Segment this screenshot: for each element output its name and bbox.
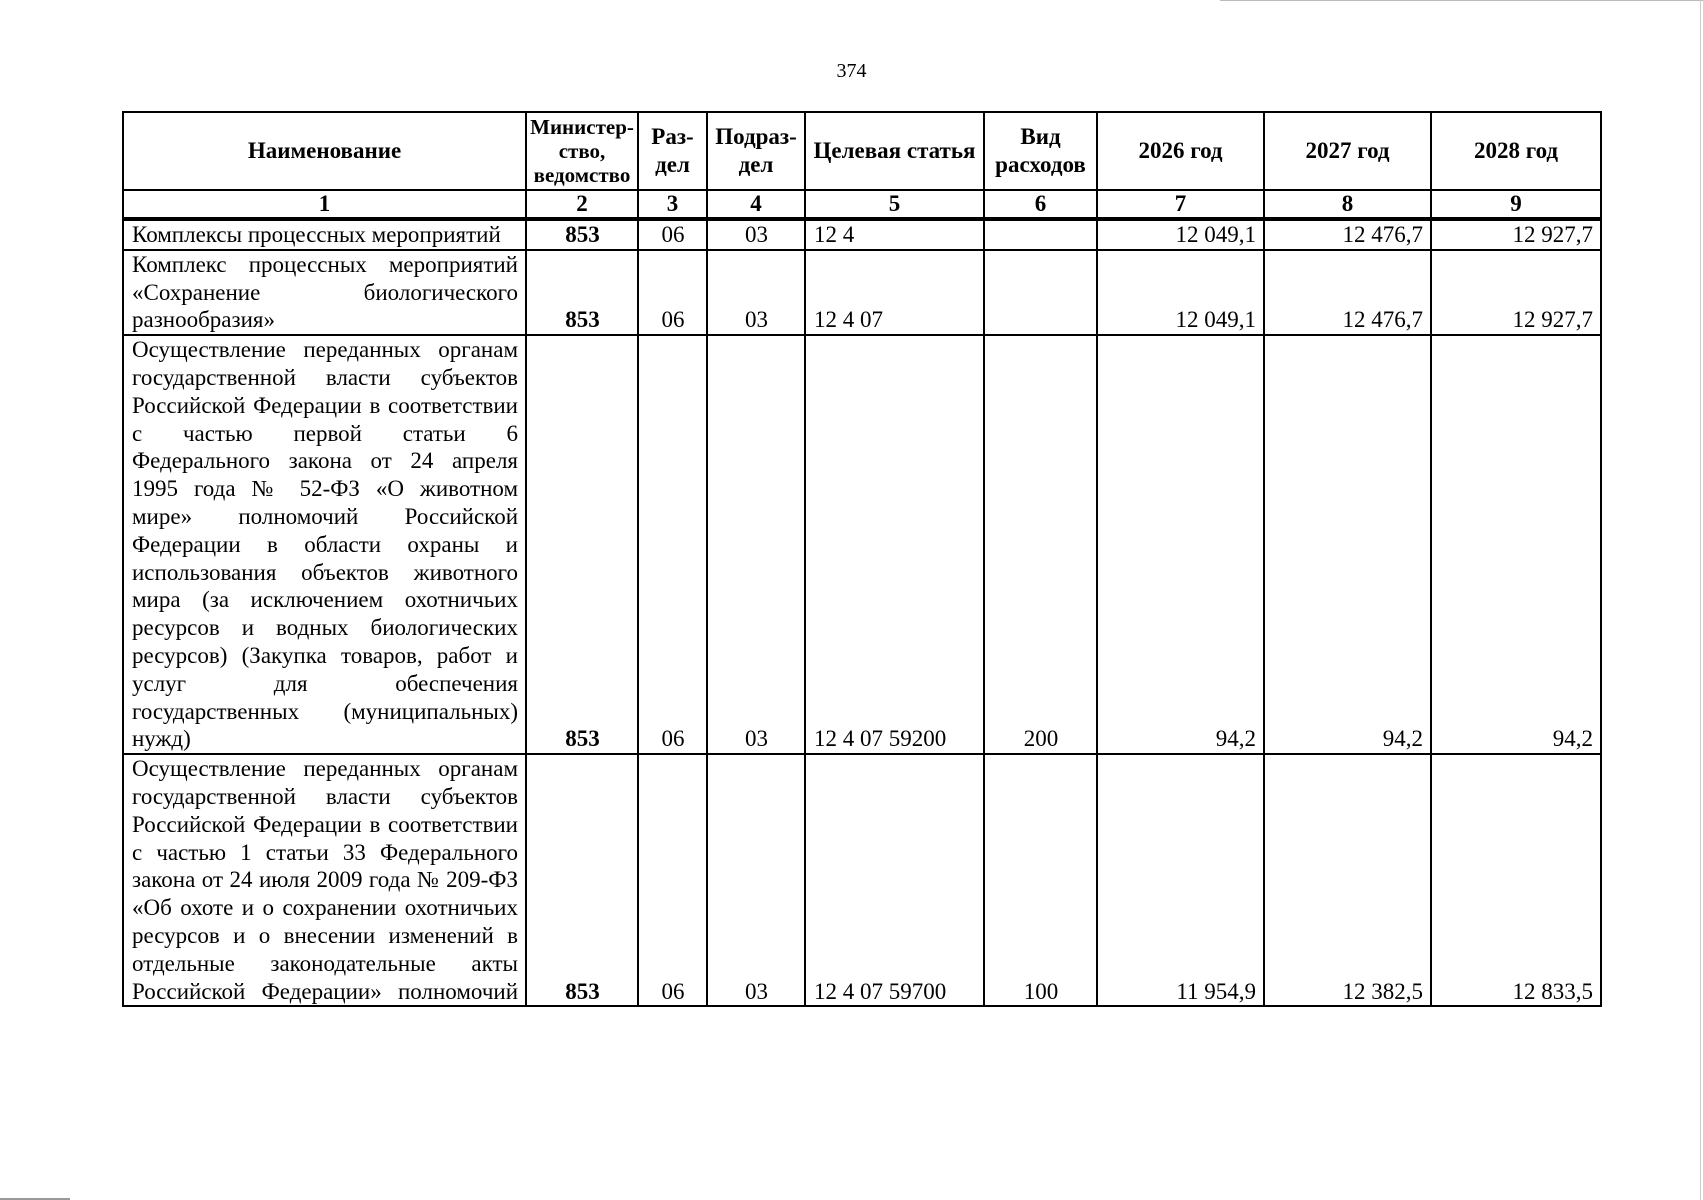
row-ministry: 853 — [526, 754, 638, 1006]
column-number: 7 — [1097, 190, 1264, 219]
table-row — [123, 219, 1601, 250]
row-name — [123, 250, 526, 335]
row-target: 12 4 — [805, 219, 984, 250]
row-subsection: 03 — [707, 335, 805, 754]
header-name: Наименование — [123, 112, 526, 190]
header-2026: 2026 год — [1097, 112, 1264, 190]
row-section: 06 — [638, 250, 707, 335]
row-2028: 94,2 — [1431, 335, 1601, 754]
row-section: 06 — [638, 335, 707, 754]
row-2027: 12 476,7 — [1264, 250, 1431, 335]
table-row — [123, 335, 1601, 754]
row-name-text: Осуществление переданных органам государственной власти субъектов Российской Федерации в соответствии с частью 1 статьи 33 Федерального закона от 24 июля 2009 года № 209-ФЗ «Об охоте и о сохранении охотничьих ресурсов и о внесении изменений в отдельные законодательные акты Российской Федерации» полномочий — [132, 756, 518, 1004]
row-subsection: 03 — [707, 219, 805, 250]
row-subsection: 03 — [707, 754, 805, 1006]
row-2026: 12 049,1 — [1097, 219, 1264, 250]
column-number-row — [123, 190, 1601, 219]
row-2027: 12 476,7 — [1264, 219, 1431, 250]
row-2028: 12 927,7 — [1431, 250, 1601, 335]
header-target: Целевая статья — [805, 112, 984, 190]
header-expense-type: Вид расходов — [984, 112, 1097, 190]
page-number: 374 — [836, 60, 867, 82]
row-section: 06 — [638, 754, 707, 1006]
row-target: 12 4 07 59700 — [805, 754, 984, 1006]
row-name — [123, 335, 526, 754]
row-expense-type — [984, 250, 1097, 335]
header-subsection: Подраз-дел — [707, 112, 805, 190]
table-row — [123, 754, 1601, 1006]
budget-table — [122, 111, 1602, 1007]
row-2028: 12 833,5 — [1431, 754, 1601, 1006]
row-expense-type: 100 — [984, 754, 1097, 1006]
row-expense-type: 200 — [984, 335, 1097, 754]
row-name — [123, 219, 526, 250]
header-ministry: Министер-ство, ведомство — [526, 112, 638, 190]
scan-edge-top — [1220, 0, 1703, 1]
column-number: 5 — [805, 190, 984, 219]
column-number: 9 — [1431, 190, 1601, 219]
row-name-text: Комплексы процессных мероприятий — [132, 222, 501, 247]
row-2026: 94,2 — [1097, 335, 1264, 754]
row-name-text: Осуществление переданных органам государственной власти субъектов Российской Федерации в соответствии с частью первой статьи 6 Федерального закона от 24 апреля 1995 года № 52-ФЗ «О животном мире» полномочий Российской Федерации в области охраны и использования объектов животного мира (за исключением охотничьих ресурсов и водных биологических ресурсов) (Закупка товаров, работ и услуг для обеспечения государственных (муниципальных) нужд) — [132, 337, 518, 752]
row-2028: 12 927,7 — [1431, 219, 1601, 250]
header-2028: 2028 год — [1431, 112, 1601, 190]
column-number: 8 — [1264, 190, 1431, 219]
row-2026: 12 049,1 — [1097, 250, 1264, 335]
row-ministry: 853 — [526, 335, 638, 754]
row-2027: 94,2 — [1264, 335, 1431, 754]
row-expense-type — [984, 219, 1097, 250]
column-number: 6 — [984, 190, 1097, 219]
column-number: 3 — [638, 190, 707, 219]
column-number: 1 — [123, 190, 526, 219]
row-section: 06 — [638, 219, 707, 250]
row-subsection: 03 — [707, 250, 805, 335]
row-target: 12 4 07 — [805, 250, 984, 335]
scan-edge-right — [1700, 0, 1701, 1200]
row-name-text: Комплекс процессных мероприятий «Сохранение биологического разнообразия» — [132, 251, 518, 333]
column-number: 4 — [707, 190, 805, 219]
table-header-row — [123, 112, 1601, 190]
row-ministry: 853 — [526, 250, 638, 335]
header-2027: 2027 год — [1264, 112, 1431, 190]
header-section: Раз-дел — [638, 112, 707, 190]
row-2026: 11 954,9 — [1097, 754, 1264, 1006]
column-number: 2 — [526, 190, 638, 219]
row-ministry: 853 — [526, 219, 638, 250]
row-2027: 12 382,5 — [1264, 754, 1431, 1006]
table-row — [123, 250, 1601, 335]
row-name — [123, 754, 526, 1006]
row-target: 12 4 07 59200 — [805, 335, 984, 754]
